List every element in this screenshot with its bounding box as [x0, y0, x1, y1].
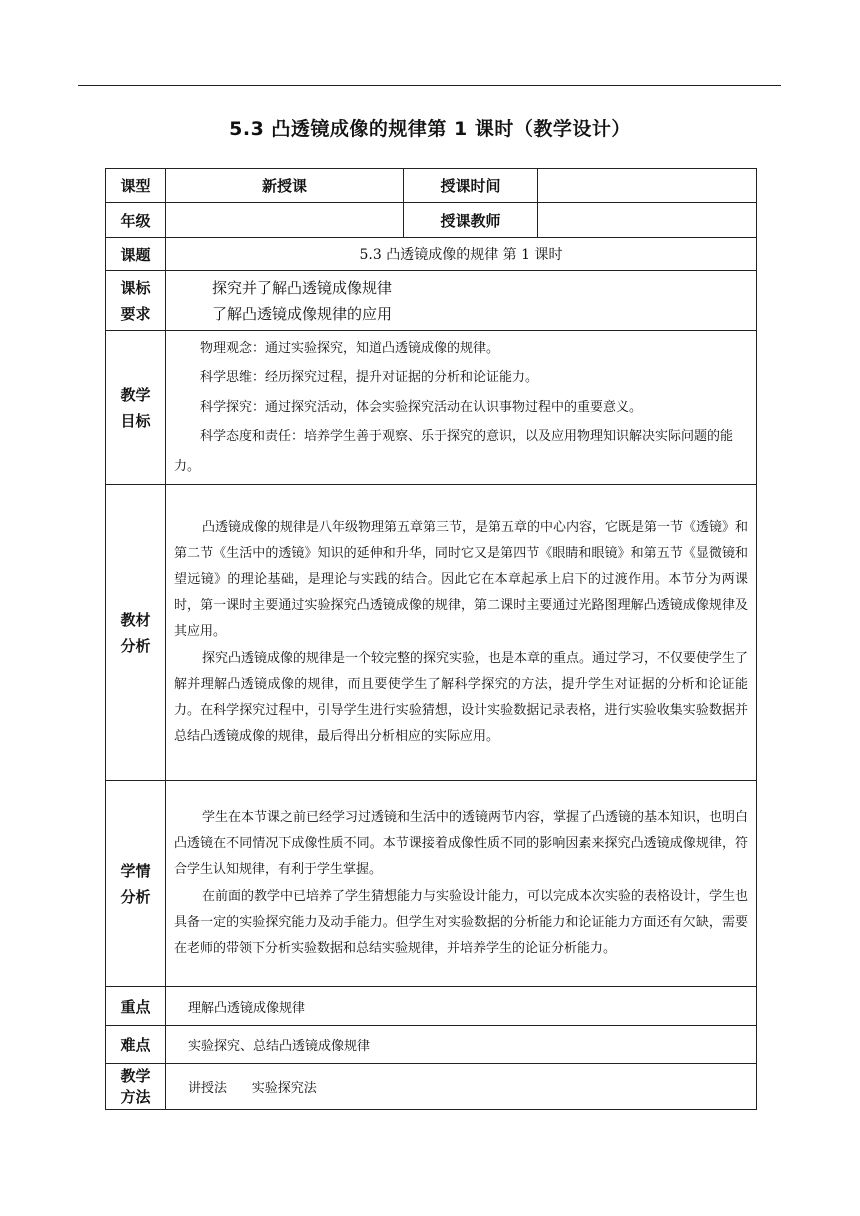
time-value: [538, 169, 757, 203]
row-standards: [106, 271, 757, 331]
type-value: 新授课: [166, 169, 404, 203]
topic-value: 5.3 凸透镜成像的规律 第 1 课时: [166, 238, 757, 271]
row-objectives: [106, 331, 757, 485]
label-line: 教学: [120, 1066, 151, 1085]
objectives-content: [166, 331, 757, 485]
time-label: 授课时间: [404, 169, 538, 203]
row-methods: [106, 1064, 757, 1110]
label-line: 教学: [120, 385, 151, 404]
objective-item: 科学态度和责任：培养学生善于观察、乐于探究的意识，以及应用物理知识解决实际问题的能力。: [174, 429, 734, 474]
row-topic: [106, 238, 757, 271]
material-analysis-label: [106, 485, 166, 781]
student-analysis-content: [166, 781, 757, 987]
document-title: 5.3 凸透镜成像的规律第 1 课时（教学设计）: [229, 118, 631, 140]
label-line: 要求: [120, 304, 151, 323]
difficulty-value: 实验探究、总结凸透镜成像规律: [166, 1026, 757, 1064]
label-line: 方法: [120, 1087, 151, 1106]
row-material-analysis: [106, 485, 757, 781]
methods-label: [106, 1064, 166, 1110]
material-paragraph: 凸透镜成像的规律是八年级物理第五章第三节，是第五章的中心内容，它既是第一节《透镜》和第二节《生活中的透镜》知识的延伸和升华，同时它又是第四节《眼睛和眼镜》和第五节《显微镜和望远镜》的理论基础，是理论与实践的结合。因此它在本章起承上启下的过渡作用。本节分为两课时，第一课时主要通过实验探究凸透镜成像的规律，第二课时主要通过光路图理解凸透镜成像规律及其应用。: [174, 519, 749, 640]
material-analysis-content: [166, 485, 757, 781]
student-paragraph: 在前面的教学中已培养了学生猜想能力与实验设计能力，可以完成本次实验的表格设计，学生也具备一定的实验探究能力及动手能力。但学生对实验数据的分析能力和论证能力方面还有欠缺，需要在老师的带领下分析实验数据和总结实验规律，并培养学生的论证分析能力。: [174, 888, 749, 956]
objective-item: 科学思维：经历探究过程，提升对证据的分析和论证能力。: [200, 370, 539, 386]
topic-label: 课题: [106, 238, 166, 271]
type-label: 课型: [106, 169, 166, 203]
key-point-value: 理解凸透镜成像规律: [166, 987, 757, 1026]
standards-label: [106, 271, 166, 331]
label-line: 分析: [120, 636, 151, 655]
teacher-value: [538, 203, 757, 238]
lesson-plan-table: [105, 168, 757, 1110]
objective-item: 物理观念：通过实验探究，知道凸透镜成像的规律。: [200, 340, 500, 356]
student-paragraph: 学生在本节课之前已经学习过透镜和生活中的透镜两节内容，掌握了凸透镜的基本知识，也明白凸透镜在不同情况下成像性质不同。本节课接着成像性质不同的影响因素来探究凸透镜成像规律，符合学生认知规律，有利于学生掌握。: [174, 809, 749, 878]
objectives-label: [106, 331, 166, 485]
label-line: 学情: [120, 861, 151, 880]
header-rule: [78, 85, 781, 86]
label-line: 课标: [120, 278, 151, 297]
label-line: 目标: [120, 411, 151, 430]
row-key-point: [106, 987, 757, 1026]
teacher-label: 授课教师: [404, 203, 538, 238]
row-type-time: [106, 169, 757, 203]
difficulty-label: 难点: [106, 1026, 166, 1064]
student-analysis-label: [106, 781, 166, 987]
standards-content: [166, 271, 757, 331]
key-point-label: 重点: [106, 987, 166, 1026]
label-line: 分析: [120, 887, 151, 906]
standard-item: 了解凸透镜成像规律的应用: [212, 304, 393, 323]
row-student-analysis: [106, 781, 757, 987]
standard-item: 探究并了解凸透镜成像规律: [212, 278, 393, 297]
label-line: 教材: [120, 610, 151, 629]
row-grade-teacher: [106, 203, 757, 238]
objective-item: 科学探究：通过探究活动，体会实验探究活动在认识事物过程中的重要意义。: [200, 399, 643, 415]
methods-value: 讲授法 实验探究法: [166, 1064, 757, 1110]
grade-label: 年级: [106, 203, 166, 238]
grade-value: [166, 203, 404, 238]
material-paragraph: 探究凸透镜成像的规律是一个较完整的探究实验，也是本章的重点。通过学习，不仅要使学生了解并理解凸透镜成像的规律，而且要使学生了解科学探究的方法，提升学生对证据的分析和论证能力。在科学探究过程中，引导学生进行实验猜想，设计实验数据记录表格，进行实验收集实验数据并总结凸透镜成像的规律，最后得出分析相应的实际应用。: [174, 650, 749, 745]
row-difficulty: [106, 1026, 757, 1064]
